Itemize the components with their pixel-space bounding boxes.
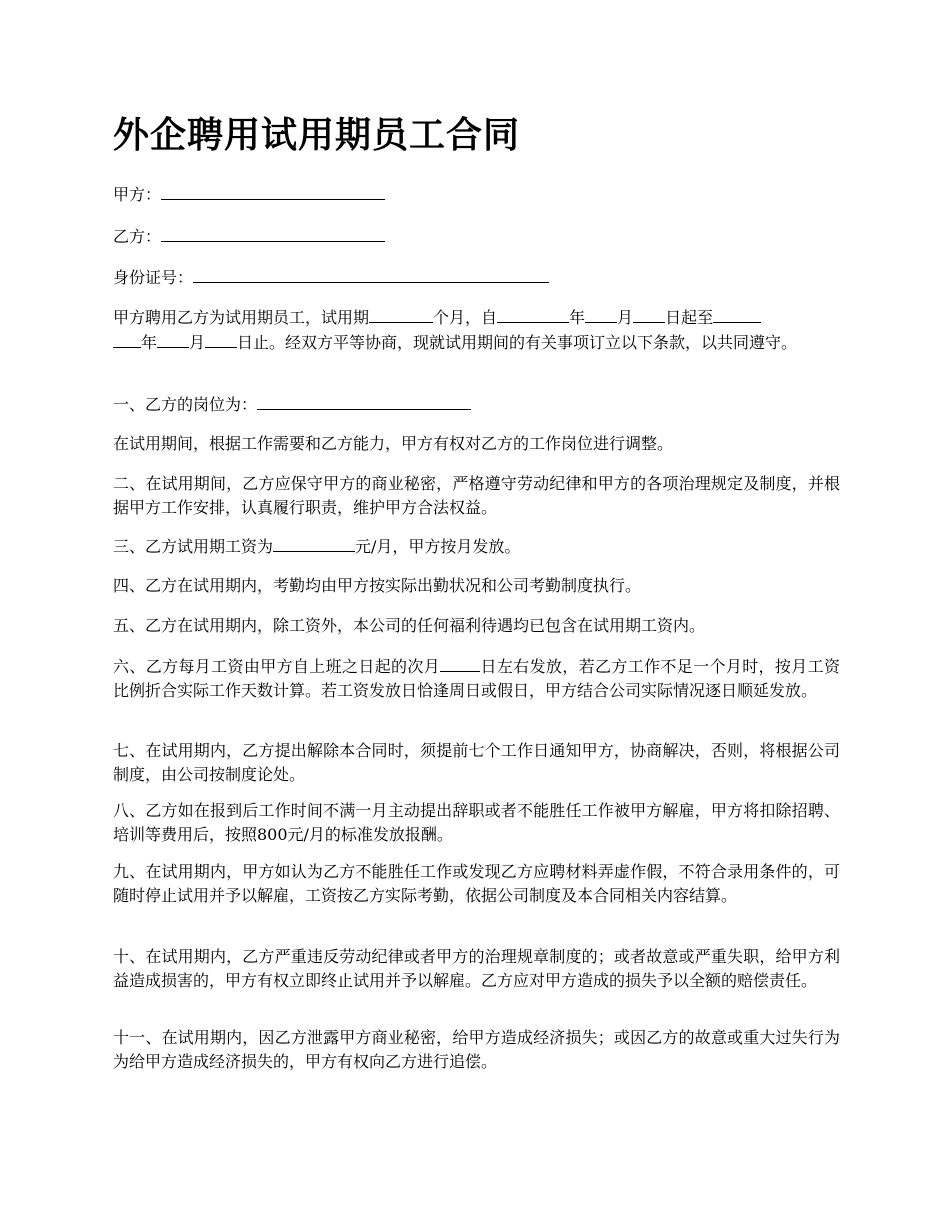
intro-text-1: 甲方聘用乙方为试用期员工，试用期 bbox=[113, 308, 370, 327]
intro-paragraph bbox=[113, 305, 840, 355]
clause-6-text-1: 六、乙方每月工资由甲方自上班之日起的次月 bbox=[113, 657, 441, 676]
clause-3 bbox=[113, 534, 840, 559]
party-b-line bbox=[113, 224, 840, 249]
start-month-blank bbox=[585, 305, 617, 323]
pay-day-blank bbox=[440, 654, 480, 672]
end-year-blank-part1 bbox=[713, 305, 761, 323]
clause-7: 七、在试用期内，乙方提出解除本合同时，须提前七个工作日通知甲方，协商解决，否则，将根据公司制度，由公司按制度论处。 bbox=[113, 741, 840, 784]
position-blank bbox=[257, 392, 471, 410]
clause-6 bbox=[113, 654, 840, 703]
clause-2: 二、在试用期间，乙方应保守甲方的商业秘密，严格遵守劳动纪律和甲方的各项治理规定及制度，并根据甲方工作安排，认真履行职责，维护甲方合法权益。 bbox=[113, 474, 840, 517]
party-a-blank bbox=[161, 182, 385, 200]
id-number-label: 身份证号： bbox=[113, 268, 194, 287]
end-month-blank bbox=[157, 330, 189, 348]
intro-text-6: 年 bbox=[141, 333, 158, 352]
document-title: 外企聘用试用期员工合同 bbox=[113, 115, 521, 156]
clause-5: 五、乙方在试用期内，除工资外，本公司的任何福利待遇均已包含在试用期工资内。 bbox=[113, 616, 706, 635]
clause-4: 四、乙方在试用期内，考勤均由甲方按实际出勤状况和公司考勤制度执行。 bbox=[113, 576, 642, 595]
intro-text-8: 日止。经双方平等协商，现就试用期间的有关事项订立以下条款，以共同遵守。 bbox=[237, 333, 798, 352]
probation-months-blank bbox=[369, 305, 433, 323]
clause-9: 九、在试用期内，甲方如认为乙方不能胜任工作或发现乙方应聘材料弄虚作假，不符合录用条件的，可随时停止试用并予以解雇，工资按乙方实际考勤，依据公司制度及本合同相关内容结算。 bbox=[113, 862, 840, 905]
clause-3-text-1: 三、乙方试用期工资为 bbox=[113, 537, 274, 556]
start-day-blank bbox=[633, 305, 665, 323]
id-number-line bbox=[113, 265, 840, 290]
intro-text-5: 日起至 bbox=[665, 308, 714, 327]
intro-text-2: 个月，自 bbox=[433, 308, 498, 327]
clause-10: 十、在试用期内，乙方严重违反劳动纪律或者甲方的治理规章制度的；或者故意或严重失职，给甲方利益造成损害的，甲方有权立即终止试用并予以解雇。乙方应对甲方造成的损失予以全额的赔偿责任。 bbox=[113, 947, 840, 990]
end-day-blank bbox=[205, 330, 237, 348]
intro-text-3: 年 bbox=[569, 308, 586, 327]
party-a-line bbox=[113, 182, 840, 207]
intro-text-4: 月 bbox=[617, 308, 634, 327]
end-year-blank-part2 bbox=[113, 330, 141, 348]
salary-blank bbox=[273, 534, 355, 552]
party-a-label: 甲方： bbox=[113, 185, 162, 204]
clause-1-note: 在试用期间，根据工作需要和乙方能力，甲方有权对乙方的工作岗位进行调整。 bbox=[113, 434, 674, 453]
start-year-blank bbox=[497, 305, 569, 323]
clause-6-text-2: 日左右发放，若乙方工作不足一个月时，按月工资比例折合实际工作天数计算。若工资发放日恰逢周日或假日，甲方结合公司实际情况逐日顺延发放。 bbox=[113, 657, 840, 700]
id-number-blank bbox=[193, 265, 549, 283]
intro-text-7: 月 bbox=[189, 333, 206, 352]
party-b-label: 乙方： bbox=[113, 227, 162, 246]
clause-11: 十一、在试用期内，因乙方泄露甲方商业秘密，给甲方造成经济损失；或因乙方的故意或重大过失行为为给甲方造成经济损失的，甲方有权向乙方进行追偿。 bbox=[113, 1028, 840, 1071]
party-b-blank bbox=[161, 224, 385, 242]
clause-8: 八、乙方如在报到后工作时间不满一月主动提出辞职或者不能胜任工作被甲方解雇，甲方将扣除招聘、培训等费用后，按照800元/月的标准发放报酬。 bbox=[113, 801, 840, 844]
clause-3-text-2: 元/月，甲方按月发放。 bbox=[355, 537, 521, 556]
clause-1-label: 一、乙方的岗位为： bbox=[113, 395, 258, 414]
clause-1 bbox=[113, 392, 840, 417]
